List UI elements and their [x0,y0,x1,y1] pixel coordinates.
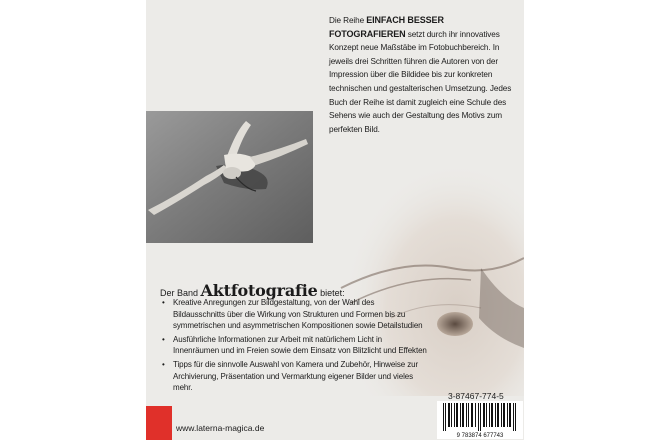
publisher-red-block [146,406,172,440]
list-item [160,359,428,394]
barcode-digits: 9 783874 677743 [456,433,504,439]
series-name: EINFACH BESSER FOTOGRAFIEREN [329,15,444,39]
nude-photo-drawing [146,111,313,243]
bullet-icon: • [162,359,165,369]
feature-list [160,297,428,396]
publisher-url: www.laterna-magica.de [176,423,265,433]
isbn-number: 3-87467-774-5 [448,391,504,401]
list-item [160,334,428,357]
bullet-text: Tipps für die sinnvolle Auswahl von Kamera und Zubehör, Hinweise zur Archivierung, Präsentation und Vermarktung eigener Bilder und vieles mehr. [173,359,419,393]
band-suffix: bietet: [317,288,345,298]
series-intro-text [329,14,519,136]
bullet-icon: • [162,298,165,307]
barcode [437,401,523,439]
barcode-icon [437,401,523,439]
intro-lead: Die Reihe [329,16,367,25]
bullet-text: Kreative Anregungen zur Bildgestaltung, von der Wahl des Bildausschnitts über die Wirkung von Strukturen und Formen bis zu symmetrischen und asymmetrischen Kompositionen sowie Detailstudien [173,298,423,331]
book-title: Aktfotografie [200,281,318,300]
nude-photo-black-white [146,111,313,243]
bullet-text: Ausführliche Informationen zur Arbeit mit natürlichem Licht in Innenräumen und im Freien sowie dem Einsatz von Blitzlicht und Effekten [173,334,427,356]
bullet-icon: • [162,334,165,344]
intro-body: setzt durch ihr innovatives Konzept neue Maßstäbe im Fotobuchbereich. In jeweils drei Schritten führen die Autoren von der Impression über die Bildidee bis zur konkreten technischen und gestalterischen Umsetzung. Jedes Buch der Reihe ist damit zugleich eine Schule des Sehens wie auch der Gestaltung des Motivs zum perfekten Bild. [329,29,512,134]
list-item [160,297,428,332]
band-prefix: Der Band [160,288,201,298]
